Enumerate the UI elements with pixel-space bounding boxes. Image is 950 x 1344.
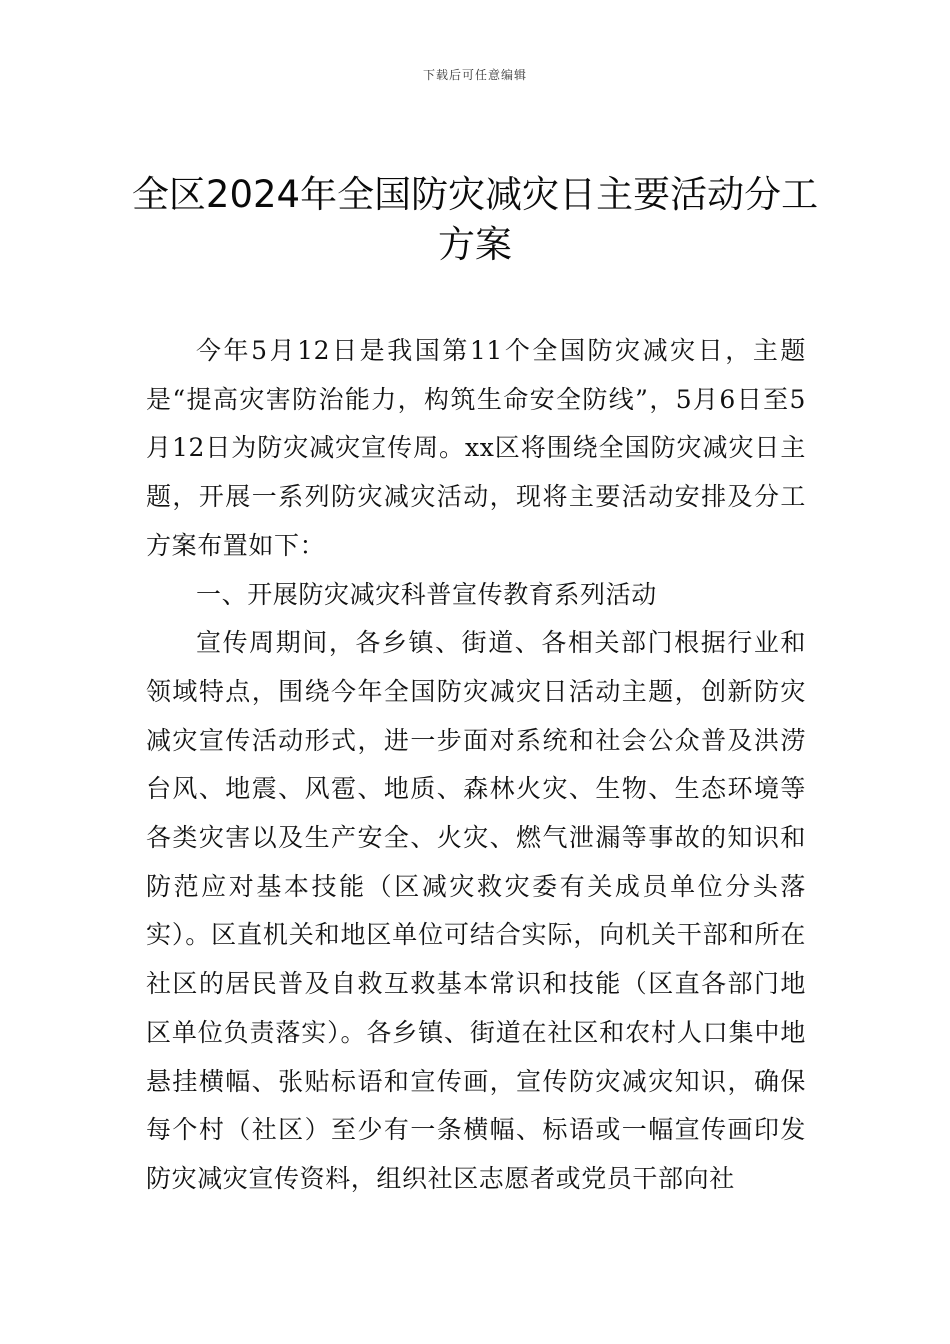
section-heading: 一、开展防灾减灾科普宣传教育系列活动 — [196, 579, 657, 609]
document-title: 全区2024年全国防灾减灾日主要活动分工方案 — [131, 173, 819, 266]
header-note: 下载后可任意编辑 — [422, 68, 527, 82]
document-body — [146, 327, 806, 1204]
intro-paragraph: 今年5月12日是我国第11个全国防灾减灾日，主题是“提高灾害防治能力，构筑生命安全防线”，5月6日至5月12日为防灾减灾宣传周。xx区将围绕全国防灾减灾日主题，开展一系列防灾减灾活动，现将主要活动安排及分工方案布置如下： — [146, 336, 806, 560]
body-paragraph: 宣传周期间，各乡镇、街道、各相关部门根据行业和领域特点，围绕今年全国防灾减灾日活动主题，创新防灾减灾宣传活动形式，进一步面对系统和社会公众普及洪涝台风、地震、风雹、地质、森林火灾、生物、生态环境等各类灾害以及生产安全、火灾、燃气泄漏等事故的知识和防范应对基本技能（区减灾救灾委有关成员单位分头落实）。区直机关和地区单位可结合实际，向机关干部和所在社区的居民普及自救互救基本常识和技能（区直各部门地区单位负责落实）。各乡镇、街道在社区和农村人口集中地悬挂横幅、张贴标语和宣传画，宣传防灾减灾知识，确保每个村（社区）至少有一条横幅、标语或一幅宣传画印发防灾减灾宣传资料，组织社区志愿者或党员干部向社 — [146, 628, 806, 1193]
